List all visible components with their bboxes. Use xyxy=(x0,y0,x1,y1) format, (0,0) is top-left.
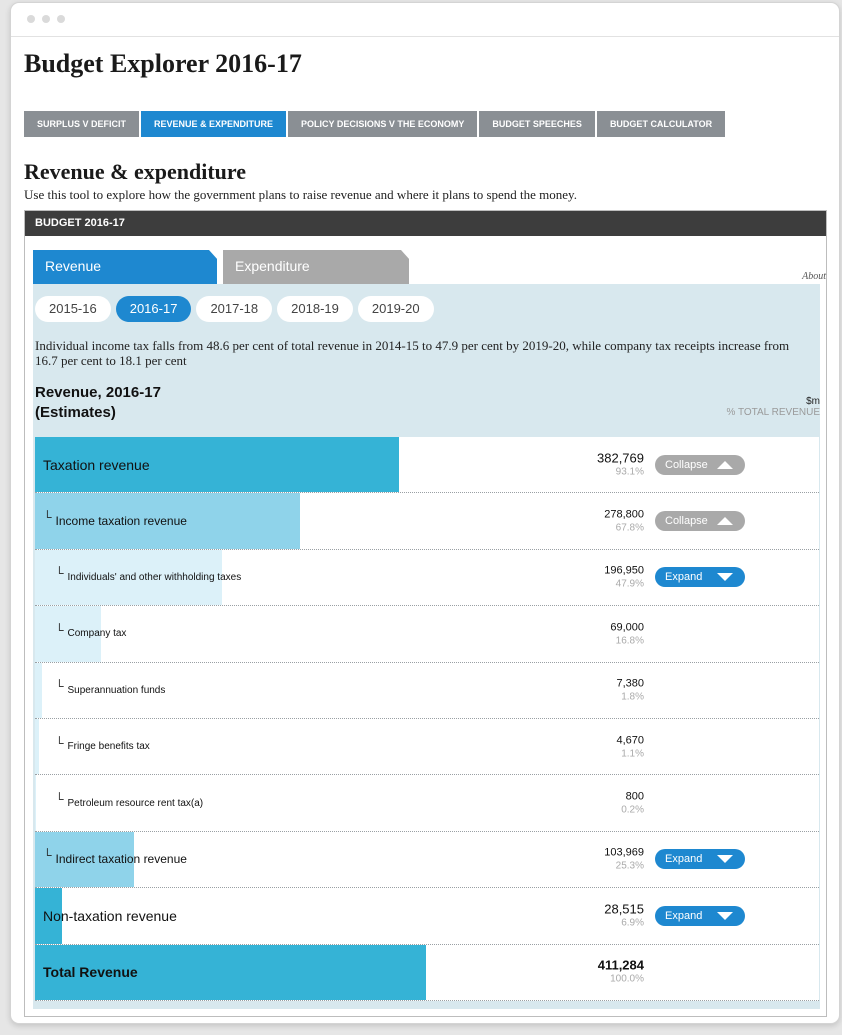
table-row xyxy=(35,606,819,662)
row-label-text: Indirect taxation revenue xyxy=(55,852,187,867)
row-label xyxy=(55,775,203,830)
summary-text: Individual income tax falls from 48.6 per cent of total revenue in 2014-15 to 47.9 per cent by 2019-20, while company tax receipts increase from 16.7 per cent to 18.1 per cent xyxy=(35,338,790,368)
page-title: Budget Explorer 2016-17 xyxy=(24,49,302,78)
year-pill-2015-16[interactable]: 2015-16 xyxy=(35,296,111,322)
window-dot-icon xyxy=(42,15,50,23)
row-value: 7,380 xyxy=(616,677,644,690)
row-value: 800 xyxy=(625,790,644,803)
row-value: 4,670 xyxy=(616,734,644,747)
toggle-button-label: Expand xyxy=(665,853,703,866)
row-percent: 16.8% xyxy=(615,635,644,647)
toggle-button-label: Expand xyxy=(665,571,703,584)
browser-window xyxy=(10,2,840,1024)
chevron-down-icon xyxy=(717,912,733,920)
expand-button[interactable] xyxy=(655,849,745,869)
row-value: 103,969 xyxy=(604,846,644,859)
row-percent: 0.2% xyxy=(621,804,644,816)
row-label xyxy=(43,832,187,887)
nav-tab-policy-decisions-v-the-economy[interactable]: POLICY DECISIONS V THE ECONOMY xyxy=(288,111,477,137)
row-label-text: Petroleum resource rent tax(a) xyxy=(67,797,204,809)
row-label-text: Total Revenue xyxy=(43,964,138,981)
revenue-heading-title: Revenue, 2016-17 xyxy=(35,384,161,401)
row-value: 382,769 xyxy=(597,450,644,466)
year-pill-2018-19[interactable]: 2018-19 xyxy=(277,296,353,322)
nav-tab-budget-speeches[interactable]: BUDGET SPEECHES xyxy=(479,111,595,137)
row-percent: 47.9% xyxy=(615,578,644,590)
row-label-text: Taxation revenue xyxy=(43,456,150,473)
row-percent: 6.9% xyxy=(621,917,644,929)
total-row xyxy=(35,945,819,1001)
row-percent: 25.3% xyxy=(615,860,644,872)
row-label-text: Income taxation revenue xyxy=(55,514,187,529)
expand-button[interactable] xyxy=(655,906,745,926)
row-values xyxy=(604,508,644,535)
hierarchy-corner-icon: └ xyxy=(55,792,64,807)
window-chrome xyxy=(11,3,839,37)
row-label xyxy=(43,493,187,548)
revenue-share-bar xyxy=(35,719,39,774)
row-label xyxy=(55,663,165,718)
budget-panel xyxy=(24,210,827,1017)
revenue-heading-subtitle: (Estimates) xyxy=(35,404,116,421)
toggle-button-label: Collapse xyxy=(665,458,708,471)
row-percent: 1.1% xyxy=(621,748,644,760)
collapse-button[interactable] xyxy=(655,511,745,531)
chevron-up-icon xyxy=(717,461,733,469)
window-dot-icon xyxy=(27,15,35,23)
row-label xyxy=(43,888,177,943)
revenue-share-bar xyxy=(35,775,36,830)
row-label-text: Individuals' and other withholding taxes xyxy=(67,571,242,583)
nav-tab-revenue-expenditure[interactable]: REVENUE & EXPENDITURE xyxy=(141,111,286,137)
row-value: 69,000 xyxy=(610,621,644,634)
year-pill-2016-17[interactable]: 2016-17 xyxy=(116,296,192,322)
hierarchy-corner-icon: └ xyxy=(55,566,64,581)
tab-revenue[interactable]: Revenue xyxy=(33,250,217,284)
row-label-text: Fringe benefits tax xyxy=(67,741,150,753)
row-percent: 93.1% xyxy=(615,466,644,478)
units-percent: % TOTAL REVENUE xyxy=(726,407,820,418)
row-label xyxy=(43,945,138,1000)
year-pill-2019-20[interactable]: 2019-20 xyxy=(358,296,434,322)
hierarchy-corner-icon: └ xyxy=(43,510,52,525)
table-row xyxy=(35,550,819,606)
budget-header: BUDGET 2016-17 xyxy=(25,211,826,236)
nav-tab-surplus-v-deficit[interactable]: SURPLUS V DEFICIT xyxy=(24,111,139,137)
table-row xyxy=(35,832,819,888)
year-selector xyxy=(35,296,434,322)
units-dollars: $m xyxy=(806,396,820,407)
table-row xyxy=(35,663,819,719)
row-values xyxy=(598,959,644,986)
hierarchy-corner-icon: └ xyxy=(55,622,64,637)
revenue-share-bar xyxy=(35,663,42,718)
table-row xyxy=(35,888,819,944)
collapse-button[interactable] xyxy=(655,455,745,475)
row-value: 28,515 xyxy=(604,901,644,917)
main-nav xyxy=(24,111,725,137)
revenue-content xyxy=(33,284,820,1009)
row-values xyxy=(604,564,644,591)
about-link[interactable]: About xyxy=(802,271,826,282)
row-values xyxy=(604,902,644,929)
row-label-text: Non-taxation revenue xyxy=(43,907,177,924)
row-label xyxy=(55,606,126,661)
tab-expenditure[interactable]: Expenditure xyxy=(223,250,409,284)
revenue-heading xyxy=(35,383,161,423)
row-percent: 100.0% xyxy=(610,973,644,985)
nav-tab-budget-calculator[interactable]: BUDGET CALCULATOR xyxy=(597,111,725,137)
row-label-text: Company tax xyxy=(67,628,127,640)
hierarchy-corner-icon: └ xyxy=(43,848,52,863)
row-values xyxy=(604,846,644,873)
row-value: 278,800 xyxy=(604,508,644,521)
chevron-up-icon xyxy=(717,517,733,525)
row-percent: 1.8% xyxy=(621,691,644,703)
row-label xyxy=(55,550,241,605)
row-percent: 67.8% xyxy=(615,522,644,534)
toggle-button-label: Expand xyxy=(665,909,703,922)
row-values xyxy=(621,790,644,817)
expand-button[interactable] xyxy=(655,567,745,587)
row-value: 196,950 xyxy=(604,564,644,577)
hierarchy-corner-icon: └ xyxy=(55,735,64,750)
row-value: 411,284 xyxy=(597,957,644,973)
row-values xyxy=(616,677,644,704)
window-dot-icon xyxy=(57,15,65,23)
table-row xyxy=(35,719,819,775)
table-row xyxy=(35,493,819,549)
year-pill-2017-18[interactable]: 2017-18 xyxy=(196,296,272,322)
table-row xyxy=(35,437,819,493)
row-values xyxy=(616,733,644,760)
row-label-text: Superannuation funds xyxy=(67,684,166,696)
revenue-table xyxy=(35,437,819,1001)
chevron-down-icon xyxy=(717,855,733,863)
table-row xyxy=(35,775,819,831)
section-description: Use this tool to explore how the government plans to raise revenue and where it plans to spend the money. xyxy=(24,187,577,202)
toggle-button-label: Collapse xyxy=(665,515,708,528)
units-legend xyxy=(726,396,820,418)
row-values xyxy=(597,451,644,478)
row-label xyxy=(55,719,150,774)
row-label xyxy=(43,437,150,492)
section-title: Revenue & expenditure xyxy=(24,159,247,184)
row-values xyxy=(610,620,644,647)
hierarchy-corner-icon: └ xyxy=(55,679,64,694)
chevron-down-icon xyxy=(717,573,733,581)
